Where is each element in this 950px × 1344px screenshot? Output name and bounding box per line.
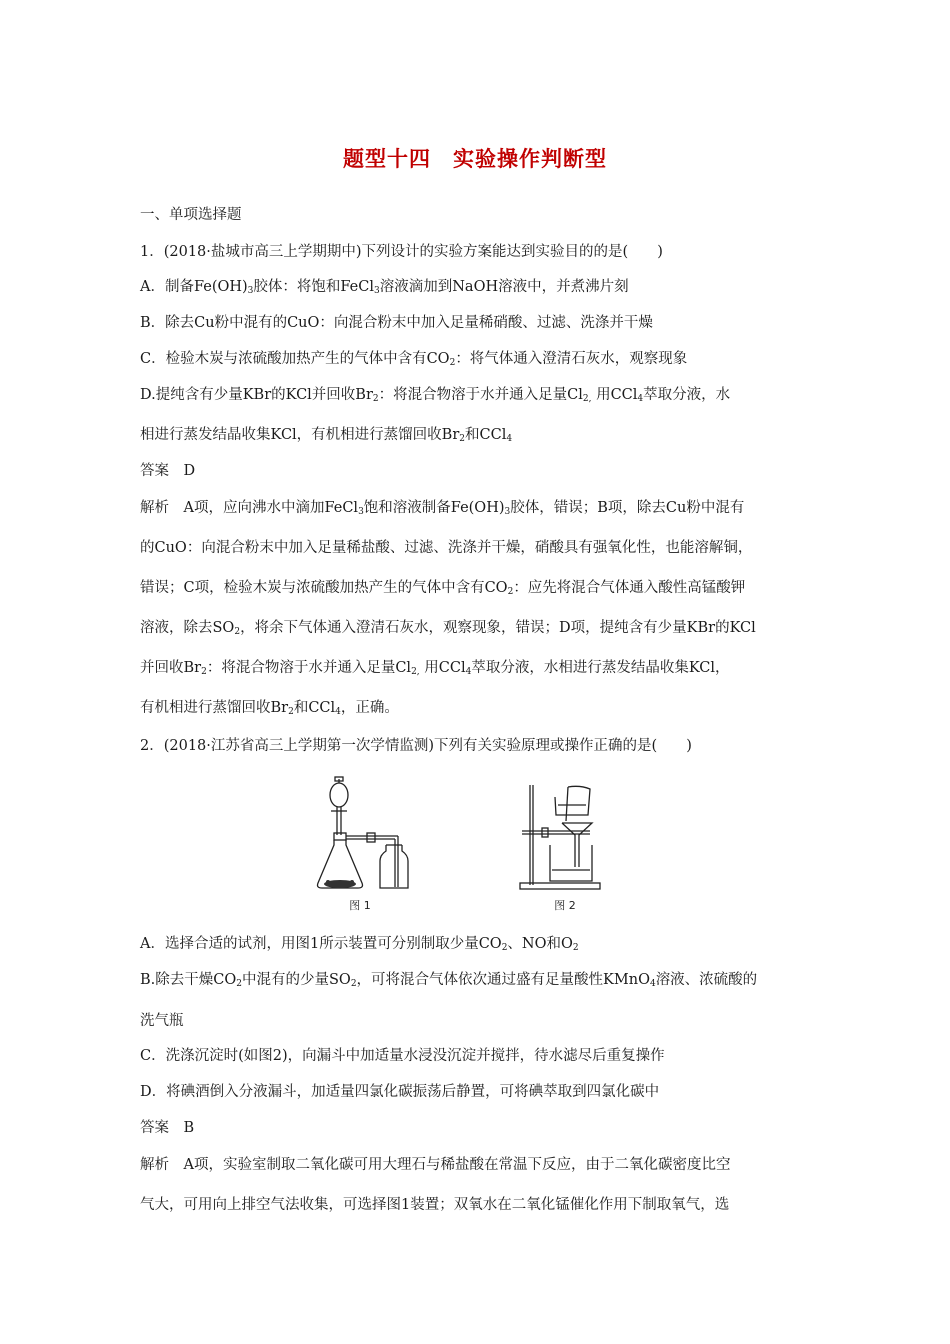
q1-explanation-line6: 有机相进行蒸馏回收$Br_2$和CCl$_4$，正确。 xyxy=(140,700,399,717)
q1-option-a: A．制备$Fe(OH)_3$胶体：将饱和FeCl$_3$溶液滴加到NaOH溶液中，并煮沸片刻 xyxy=(140,279,629,296)
q2-option-b-line2: 洗气瓶 xyxy=(140,1013,184,1029)
q1-option-d-line1: D.提纯含有少量KBr的KCl并回收$Br_2$：将混合物溶于水并通入足量$Cl_{2,}$ 用CCl$_4$萃取分液，水 xyxy=(140,387,731,404)
figure-1-caption: 图 1 xyxy=(349,899,371,912)
section-heading: 一、单项选择题 xyxy=(140,207,242,223)
q2-option-c: C．洗涤沉淀时(如图2)，向漏斗中加适量水浸没沉淀并搅拌，待水滤尽后重复操作 xyxy=(140,1048,665,1064)
q2-stem: 2．(2018·江苏省高三上学期第一次学情监测)下列有关实验原理或操作正确的是( ) xyxy=(140,738,692,754)
q1-option-c: C．检验木炭与浓硫酸加热产生的气体中含有$CO_2$：将气体通入澄清石灰水，观察现象 xyxy=(140,351,688,368)
q2-option-d: D．将碘酒倒入分液漏斗，加适量四氯化碳振荡后静置，可将碘萃取到四氯化碳中 xyxy=(140,1084,660,1100)
q2-option-a: A．选择合适的试剂，用图1所示装置可分别制取少量$CO_2$、NO和$O_2$ xyxy=(140,936,579,953)
q1-explanation-line1: 解析 A项，应向沸水中滴加FeCl$_3$饱和溶液制备$Fe(OH)_3$胶体，错误；B项，除去Cu粉中混有 xyxy=(140,500,745,517)
q1-stem: 1．(2018·盐城市高三上学期期中)下列设计的实验方案能达到实验目的的是( ) xyxy=(140,244,663,260)
q2-option-b-line1: B.除去干燥$CO_2$中混有的少量$SO_2$，可将混合气体依次通过盛有足量酸性KMnO$_4$溶液、浓硫酸的 xyxy=(140,972,758,989)
figure-2-caption: 图 2 xyxy=(554,899,576,912)
q1-explanation-line2: 的CuO：向混合粉末中加入足量稀盐酸、过滤、洗涤并干燥，硝酸具有强氧化性，也能溶解铜， xyxy=(140,540,753,556)
q1-explanation-line5: 并回收$Br_2$：将混合物溶于水并通入足量$Cl_{2,}$ 用CCl$_4$萃取分液，水相进行蒸发结晶收集KCl， xyxy=(140,660,730,677)
page-title: 题型十四 实验操作判断型 xyxy=(343,147,607,171)
q1-option-b: B．除去Cu粉中混有的CuO：向混合粉末中加入足量稀硝酸、过滤、洗涤并干燥 xyxy=(140,315,653,331)
q1-explanation-line3: 错误；C项，检验木炭与浓硫酸加热产生的气体中含有$CO_2$：应先将混合气体通入酸性高锰酸钾 xyxy=(140,580,746,597)
q2-explanation-line2: 气大，可用向上排空气法收集，可选择图1装置；双氧水在二氧化锰催化作用下制取氧气，选 xyxy=(140,1197,730,1213)
apparatus-figure xyxy=(300,775,640,915)
q1-answer: 答案 D xyxy=(140,463,196,479)
q1-explanation-line4: 溶液，除去$SO_2$，将余下气体通入澄清石灰水，观察现象，错误；D项，提纯含有少量KBr的KCl xyxy=(140,620,756,637)
q2-explanation-line1: 解析 A项，实验室制取二氧化碳可用大理石与稀盐酸在常温下反应，由于二氧化碳密度比空 xyxy=(140,1157,731,1173)
apparatus-diagram xyxy=(300,775,640,915)
q1-option-d-line2: 相进行蒸发结晶收集KCl，有机相进行蒸馏回收$Br_2$和CCl$_4$ xyxy=(140,427,513,444)
q2-answer: 答案 B xyxy=(140,1120,195,1136)
